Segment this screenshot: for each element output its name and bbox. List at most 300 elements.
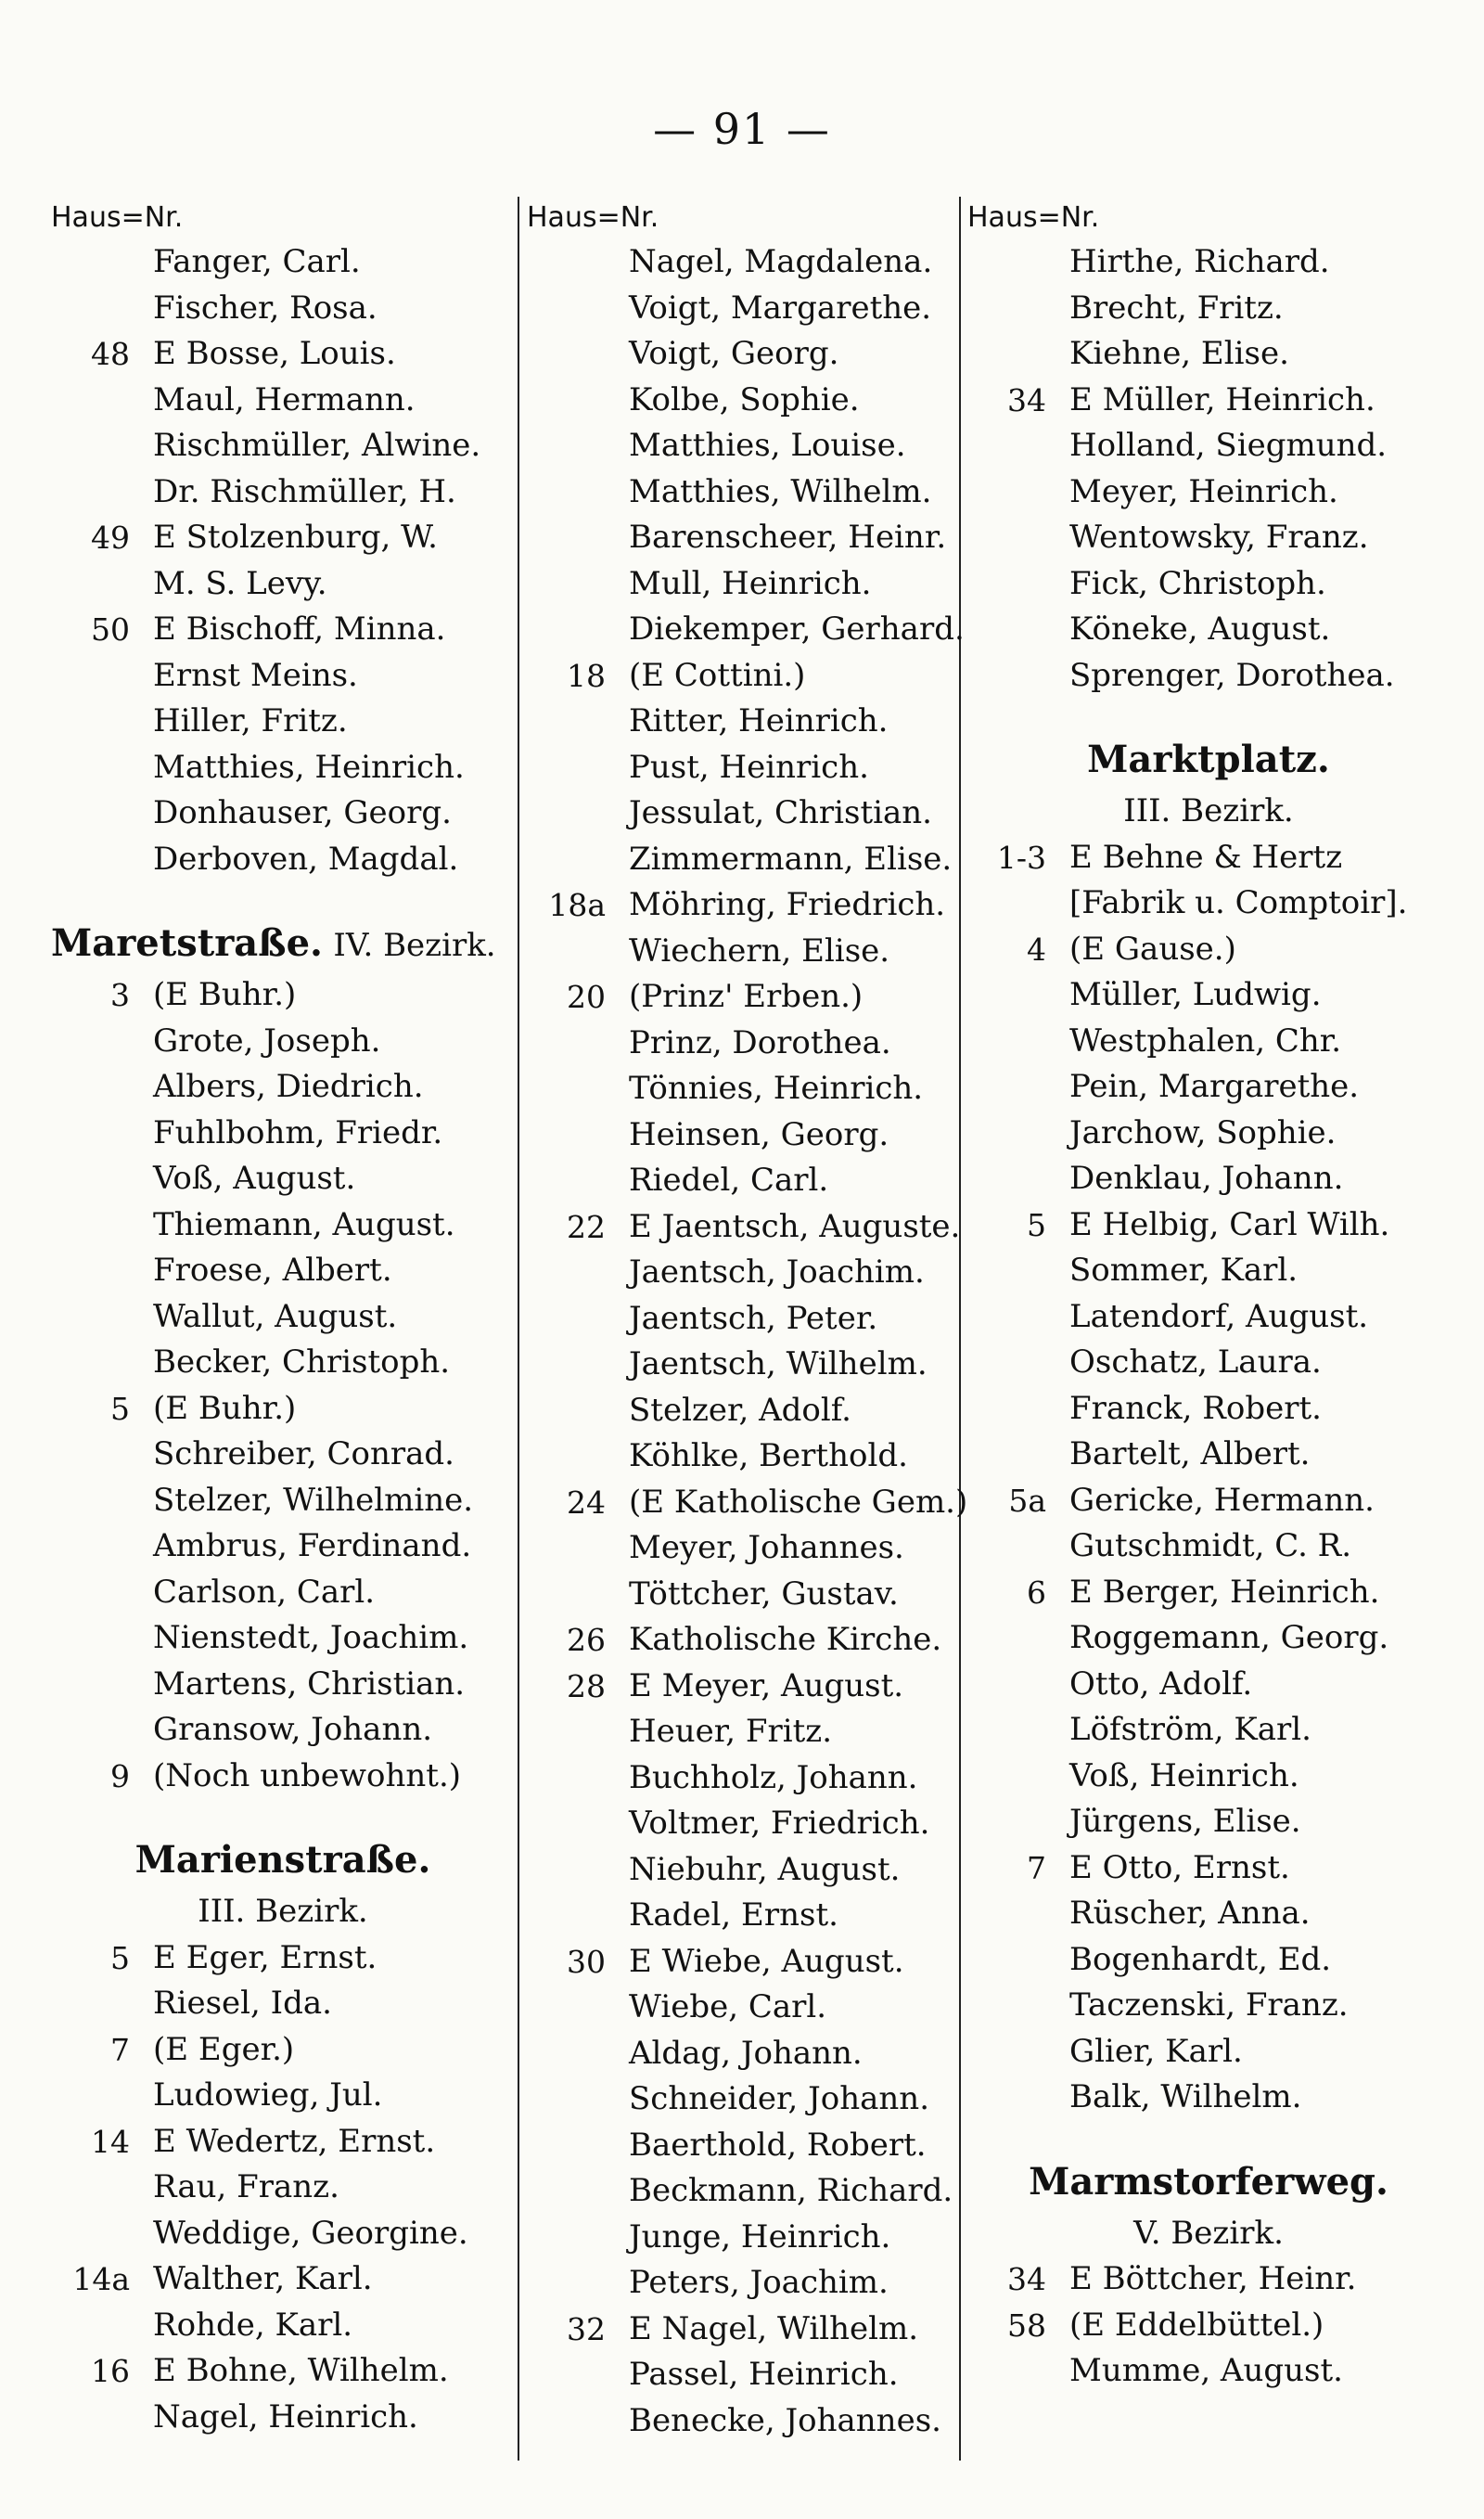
- resident-name: Walther, Karl.: [153, 2260, 373, 2297]
- resident-name: Jessulat, Christian.: [629, 794, 932, 831]
- section-gap: [51, 1799, 515, 1831]
- resident-entry: [527, 1572, 991, 1618]
- resident-name: Kolbe, Sophie.: [629, 380, 860, 418]
- resident-entry: [967, 2303, 1450, 2349]
- resident-entry: [527, 1296, 991, 1343]
- street-heading: [967, 730, 1450, 789]
- resident-entry: [527, 2076, 991, 2123]
- resident-name: Stelzer, Adolf.: [629, 1391, 851, 1429]
- resident-name: Aldag, Johann.: [629, 2034, 863, 2072]
- resident-name: (E Eddelbüttel.): [1069, 2306, 1324, 2344]
- resident-name: Gransow, Johann.: [153, 1711, 433, 1748]
- resident-name: E Bosse, Louis.: [153, 335, 396, 372]
- resident-name: Rau, Franz.: [153, 2168, 339, 2205]
- resident-name: Bartelt, Albert.: [1069, 1435, 1311, 1472]
- resident-name: Radel, Ernst.: [629, 1896, 838, 1934]
- resident-entry: [967, 331, 1450, 378]
- resident-entry: [527, 423, 991, 469]
- house-number-header: Haus=Nr.: [967, 201, 1100, 234]
- resident-name: E Berger, Heinrich.: [1069, 1573, 1380, 1611]
- resident-name: (Prinz' Erben.): [629, 978, 864, 1015]
- resident-entry: [967, 835, 1450, 881]
- house-number: 5a: [1008, 1482, 1046, 1519]
- resident-entry: [51, 423, 515, 469]
- resident-entry: [51, 1019, 515, 1065]
- house-number: 5: [1027, 1206, 1046, 1243]
- house-number: 5: [110, 1939, 130, 1976]
- resident-entry: [51, 745, 515, 791]
- resident-entry: [51, 1478, 515, 1524]
- house-number-header: Haus=Nr.: [51, 201, 184, 234]
- district-label: III. Bezirk.: [198, 1893, 368, 1930]
- resident-entry: [51, 607, 515, 653]
- resident-entry: [51, 286, 515, 332]
- resident-entry: [967, 972, 1450, 1019]
- resident-name: Ambrus, Ferdinand.: [153, 1527, 472, 1564]
- resident-entry: [51, 1248, 515, 1294]
- district-label: V. Bezirk.: [1133, 2214, 1284, 2252]
- street-name: Marienstraße.: [134, 1838, 431, 1882]
- resident-name: Köneke, August.: [1069, 610, 1331, 648]
- resident-name: Stelzer, Wilhelmine.: [153, 1481, 474, 1519]
- resident-entry: [527, 2031, 991, 2077]
- house-number: 30: [567, 1943, 606, 1980]
- resident-entry: [527, 1066, 991, 1112]
- resident-name: Nagel, Magdalena.: [629, 243, 933, 280]
- resident-name: Möhring, Friedrich.: [629, 886, 946, 923]
- house-number: 32: [567, 2310, 606, 2347]
- district-row: [51, 1889, 515, 1935]
- resident-entry: [527, 1939, 991, 1986]
- resident-entry: [51, 2211, 515, 2257]
- resident-entry: [51, 1202, 515, 1249]
- resident-entry: [51, 561, 515, 608]
- resident-name: Löfström, Karl.: [1069, 1711, 1311, 1748]
- resident-name: Passel, Heinrich.: [629, 2356, 899, 2393]
- resident-entry: [51, 2073, 515, 2119]
- resident-name: E Bischoff, Minna.: [153, 610, 446, 648]
- resident-name: E Nagel, Wilhelm.: [629, 2309, 919, 2347]
- resident-entry: [967, 927, 1450, 973]
- resident-name: Fischer, Rosa.: [153, 289, 377, 327]
- resident-name: Buchholz, Johann.: [629, 1758, 918, 1796]
- house-number: 7: [1027, 1849, 1046, 1886]
- resident-name: E Eger, Ernst.: [153, 1938, 377, 1976]
- resident-entry: [527, 1250, 991, 1296]
- resident-name: (E Buhr.): [153, 976, 297, 1013]
- resident-entry: [51, 1064, 515, 1111]
- resident-entry: [51, 2303, 515, 2349]
- resident-entry: [527, 974, 991, 1021]
- house-number: 16: [91, 2353, 130, 2389]
- district-row: [967, 2211, 1450, 2257]
- resident-entry: [527, 1021, 991, 1067]
- resident-name: Oschatz, Laura.: [1069, 1343, 1322, 1381]
- resident-name: Grote, Joseph.: [153, 1022, 381, 1060]
- resident-entry: [527, 1342, 991, 1388]
- resident-entry: [527, 2307, 991, 2353]
- resident-name: Voltmer, Friedrich.: [629, 1805, 930, 1842]
- street-heading: [967, 2153, 1450, 2211]
- resident-entry: [967, 607, 1450, 653]
- resident-name: Taczenski, Franz.: [1069, 1986, 1349, 2024]
- resident-entry: [967, 1707, 1450, 1754]
- resident-entry: [51, 1340, 515, 1386]
- resident-name: Pein, Margarethe.: [1069, 1068, 1360, 1105]
- resident-entry: [527, 378, 991, 424]
- resident-entry: [527, 699, 991, 745]
- resident-name: Balk, Wilhelm.: [1069, 2078, 1302, 2115]
- resident-entry: [527, 1480, 991, 1526]
- resident-name: E Behne & Hertz: [1069, 838, 1343, 876]
- resident-entry: [967, 1799, 1450, 1845]
- resident-entry: [527, 1388, 991, 1434]
- resident-name: Froese, Albert.: [153, 1252, 392, 1289]
- resident-name: Tönnies, Heinrich.: [629, 1070, 924, 1107]
- resident-name: Töttcher, Gustav.: [629, 1574, 899, 1613]
- resident-name: Müller, Ludwig.: [1069, 976, 1322, 1013]
- resident-entry: [51, 2119, 515, 2166]
- resident-name: Gericke, Hermann.: [1069, 1481, 1375, 1519]
- resident-name: Peters, Joachim.: [629, 2264, 889, 2301]
- resident-name: Wentowsky, Franz.: [1069, 519, 1369, 556]
- house-number: 14: [91, 2123, 130, 2160]
- resident-entry: [51, 1156, 515, 1202]
- house-number: 34: [1007, 381, 1046, 418]
- resident-entry: [527, 2260, 991, 2307]
- resident-entry: [51, 1662, 515, 1708]
- resident-name: Baerthold, Robert.: [629, 2126, 927, 2164]
- resident-entry: [527, 2123, 991, 2169]
- resident-entry: [527, 790, 991, 837]
- resident-entry: [51, 1432, 515, 1478]
- resident-name: E Otto, Ernst.: [1069, 1848, 1290, 1886]
- house-number: 48: [91, 336, 130, 372]
- house-number: 22: [567, 1208, 606, 1245]
- resident-name: Carlson, Carl.: [153, 1573, 376, 1611]
- resident-name: E Meyer, August.: [629, 1666, 904, 1704]
- resident-entry: [967, 378, 1450, 424]
- resident-name: Voigt, Georg.: [629, 335, 839, 372]
- resident-name: Westphalen, Chr.: [1069, 1022, 1342, 1060]
- resident-name: Rischmüller, Alwine.: [153, 427, 481, 464]
- street-name: Marktplatz.: [1087, 738, 1330, 781]
- resident-name: Diekemper, Gerhard.: [629, 610, 965, 648]
- resident-entry: [51, 790, 515, 837]
- resident-name: Latendorf, August.: [1069, 1297, 1369, 1335]
- resident-name: Jürgens, Elise.: [1069, 1803, 1301, 1840]
- house-number: 18a: [548, 887, 606, 923]
- resident-name: Hiller, Fritz.: [153, 702, 348, 739]
- resident-entry: [967, 1478, 1450, 1524]
- street-heading: [51, 1831, 515, 1889]
- resident-entry: [527, 239, 991, 286]
- resident-name: Rohde, Karl.: [153, 2306, 353, 2344]
- resident-entry: [527, 607, 991, 653]
- section-gap: [967, 2121, 1450, 2153]
- resident-entry: [51, 1935, 515, 1982]
- resident-entry: [967, 561, 1450, 608]
- resident-entry: [527, 745, 991, 791]
- resident-name: Gutschmidt, C. R.: [1069, 1527, 1352, 1564]
- resident-entry: [527, 1204, 991, 1251]
- resident-entry: [527, 1664, 991, 1710]
- resident-name: Matthies, Louise.: [629, 427, 906, 464]
- resident-entry: [51, 1386, 515, 1433]
- resident-entry: [967, 1570, 1450, 1616]
- resident-entry: [51, 2348, 515, 2395]
- resident-name: Barenscheer, Heinr.: [629, 519, 947, 556]
- house-number: 5: [110, 1390, 130, 1427]
- resident-name: Glier, Karl.: [1069, 2032, 1243, 2070]
- resident-entry: [51, 1523, 515, 1570]
- resident-entry: [51, 515, 515, 561]
- resident-name: Meyer, Heinrich.: [1069, 472, 1338, 510]
- resident-entry: [967, 1156, 1450, 1202]
- resident-name: Heinsen, Georg.: [629, 1115, 889, 1153]
- resident-entry: [51, 2395, 515, 2441]
- resident-name: Ritter, Heinrich.: [629, 702, 889, 739]
- resident-name: M. S. Levy.: [153, 564, 327, 602]
- resident-name: Rüscher, Anna.: [1069, 1895, 1311, 1932]
- resident-name: Wiechern, Elise.: [629, 932, 890, 970]
- resident-name: Jaentsch, Peter.: [629, 1299, 878, 1337]
- resident-name: E Jaentsch, Auguste.: [629, 1207, 961, 1245]
- resident-name: Martens, Christian.: [153, 1664, 466, 1703]
- resident-entry: [527, 1755, 991, 1802]
- resident-entry: [527, 561, 991, 608]
- resident-entry: [51, 699, 515, 745]
- resident-entry: [51, 1111, 515, 1157]
- resident-entry: [967, 1983, 1450, 2029]
- resident-name: Becker, Christoph.: [153, 1343, 451, 1381]
- resident-name: Hirthe, Richard.: [1069, 243, 1330, 280]
- resident-entry: [967, 2256, 1450, 2303]
- house-number: 58: [1007, 2307, 1046, 2344]
- resident-entry: [51, 1707, 515, 1754]
- resident-entry: [527, 882, 991, 929]
- house-number: 6: [1027, 1574, 1046, 1611]
- resident-entry: [527, 2215, 991, 2261]
- resident-name: Heuer, Fritz.: [629, 1713, 833, 1750]
- resident-entry: [51, 1294, 515, 1341]
- section-gap: [967, 699, 1450, 730]
- resident-name: Denklau, Johann.: [1069, 1160, 1344, 1197]
- resident-entry: [527, 837, 991, 883]
- resident-entry: [967, 2348, 1450, 2395]
- resident-entry: [527, 1709, 991, 1755]
- resident-name: Mumme, August.: [1069, 2352, 1343, 2389]
- resident-name: Franck, Robert.: [1069, 1389, 1322, 1427]
- resident-name: Dr. Rischmüller, H.: [153, 472, 456, 510]
- resident-entry: [51, 239, 515, 286]
- resident-entry: [527, 1617, 991, 1664]
- resident-entry: [967, 1064, 1450, 1111]
- resident-name: Riedel, Carl.: [629, 1162, 829, 1199]
- house-number: 14a: [72, 2261, 130, 2297]
- resident-entry: [51, 1570, 515, 1616]
- resident-entry: [527, 653, 991, 700]
- resident-entry: [967, 1615, 1450, 1662]
- resident-entry: [527, 1112, 991, 1159]
- resident-entry: [527, 1847, 991, 1894]
- resident-name: Bogenhardt, Ed.: [1069, 1940, 1332, 1978]
- resident-name: Mull, Heinrich.: [629, 564, 872, 602]
- directory-column-1: [51, 197, 515, 2461]
- house-number: 1-3: [996, 839, 1046, 876]
- resident-entry: [967, 880, 1450, 927]
- resident-name: Pust, Heinrich.: [629, 748, 869, 786]
- resident-entry: [527, 929, 991, 975]
- resident-entry: [967, 1202, 1450, 1249]
- resident-entry: [967, 1019, 1450, 1065]
- resident-entry: [51, 1981, 515, 2027]
- resident-entry: [51, 653, 515, 700]
- resident-name: Voigt, Margarethe.: [629, 289, 932, 327]
- resident-name: Otto, Adolf.: [1069, 1664, 1253, 1703]
- house-number: 50: [91, 611, 130, 648]
- resident-entry: [967, 1340, 1450, 1386]
- resident-entry: [527, 1985, 991, 2031]
- resident-entry: [527, 1158, 991, 1204]
- house-number: 24: [567, 1484, 606, 1521]
- resident-entry: [967, 1523, 1450, 1570]
- page-number: — 91 —: [653, 104, 831, 154]
- resident-name: Nagel, Heinrich.: [153, 2397, 418, 2435]
- resident-name: Donhauser, Georg.: [153, 794, 452, 831]
- resident-name: (Noch unbewohnt.): [153, 1756, 462, 1794]
- resident-name: Beckmann, Richard.: [629, 2172, 953, 2209]
- resident-entry: [527, 331, 991, 378]
- resident-name: Sprenger, Dorothea.: [1069, 656, 1395, 694]
- resident-name: Matthies, Heinrich.: [153, 748, 465, 786]
- resident-entry: [967, 1386, 1450, 1433]
- resident-name: Nienstedt, Joachim.: [153, 1619, 469, 1656]
- resident-entry: [967, 1294, 1450, 1341]
- resident-name: Albers, Diedrich.: [153, 1068, 424, 1105]
- resident-name: Wallut, August.: [153, 1297, 398, 1335]
- resident-entry: [51, 469, 515, 516]
- resident-name: Brecht, Fritz.: [1069, 289, 1284, 327]
- resident-name: E Wiebe, August.: [629, 1942, 904, 1980]
- resident-name: Roggemann, Georg.: [1069, 1619, 1389, 1656]
- house-number: 9: [110, 1757, 130, 1794]
- resident-name: E Helbig, Carl Wilh.: [1069, 1205, 1390, 1243]
- resident-entry: [967, 239, 1450, 286]
- resident-entry: [51, 837, 515, 883]
- resident-entry: [967, 423, 1450, 469]
- house-number: 4: [1027, 931, 1046, 968]
- house-number: 28: [567, 1667, 606, 1704]
- resident-name: Katholische Kirche.: [629, 1621, 942, 1658]
- resident-entry: [967, 286, 1450, 332]
- resident-entry: [51, 2027, 515, 2074]
- resident-name: (E Eger.): [153, 2030, 295, 2068]
- resident-entry: [51, 1754, 515, 1800]
- resident-entry: [527, 1801, 991, 1847]
- resident-name: E Bohne, Wilhelm.: [153, 2352, 449, 2389]
- resident-entry: [967, 1248, 1450, 1294]
- resident-entry: [527, 2168, 991, 2215]
- resident-name: Fuhlbohm, Friedr.: [153, 1113, 443, 1151]
- resident-name: Prinz, Dorothea.: [629, 1023, 891, 1061]
- resident-name: Köhlke, Berthold.: [629, 1437, 908, 1474]
- resident-name: (E Buhr.): [153, 1389, 297, 1427]
- resident-name: (E Cottini.): [629, 656, 806, 694]
- resident-entry: [51, 1615, 515, 1662]
- directory-column-2: [527, 197, 991, 2461]
- resident-name: Schreiber, Conrad.: [153, 1435, 454, 1472]
- district-label: IV. Bezirk.: [333, 927, 496, 964]
- resident-name: E Böttcher, Heinr.: [1069, 2260, 1357, 2297]
- resident-name: Junge, Heinrich.: [629, 2217, 891, 2256]
- house-number: 49: [91, 520, 130, 556]
- resident-name: Maul, Hermann.: [153, 380, 416, 418]
- resident-entry: [967, 1432, 1450, 1478]
- resident-entry: [967, 1891, 1450, 1937]
- house-number: 18: [567, 657, 606, 694]
- resident-name: [Fabrik u. Comptoir].: [1069, 884, 1408, 921]
- district-label: III. Bezirk.: [1123, 792, 1294, 829]
- resident-entry: [527, 1433, 991, 1480]
- resident-name: E Stolzenburg, W.: [153, 519, 438, 556]
- resident-entry: [51, 2165, 515, 2211]
- resident-entry: [967, 1111, 1450, 1157]
- resident-name: Meyer, Johannes.: [629, 1529, 904, 1566]
- resident-name: Jaentsch, Joachim.: [629, 1253, 925, 1291]
- resident-name: E Wedertz, Ernst.: [153, 2122, 436, 2160]
- resident-name: Voß, Heinrich.: [1069, 1756, 1299, 1794]
- resident-name: E Müller, Heinrich.: [1069, 380, 1375, 418]
- resident-entry: [527, 469, 991, 516]
- resident-name: Riesel, Ida.: [153, 1985, 332, 2022]
- resident-entry: [967, 1754, 1450, 1800]
- resident-entry: [527, 286, 991, 332]
- resident-name: Holland, Siegmund.: [1069, 427, 1388, 464]
- house-number: 3: [110, 977, 130, 1013]
- street-heading: [51, 914, 515, 972]
- column-divider: [518, 197, 519, 2461]
- resident-name: Weddige, Georgine.: [153, 2214, 468, 2252]
- resident-name: Jarchow, Sophie.: [1069, 1113, 1337, 1151]
- resident-entry: [527, 2398, 991, 2445]
- resident-entry: [967, 515, 1450, 561]
- resident-entry: [527, 2352, 991, 2398]
- resident-entry: [967, 1937, 1450, 1984]
- resident-entry: [967, 1662, 1450, 1708]
- resident-name: Matthies, Wilhelm.: [629, 472, 932, 510]
- resident-name: Wiebe, Carl.: [629, 1988, 827, 2025]
- resident-entry: [967, 2029, 1450, 2076]
- resident-name: Ernst Meins.: [153, 656, 358, 694]
- resident-entry: [51, 378, 515, 424]
- house-number: 7: [110, 2031, 130, 2068]
- resident-name: Benecke, Johannes.: [629, 2401, 941, 2439]
- resident-name: Ludowieg, Jul.: [153, 2076, 383, 2114]
- district-row: [967, 789, 1450, 835]
- resident-name: (E Gause.): [1069, 930, 1236, 968]
- resident-entry: [967, 469, 1450, 516]
- resident-entry: [51, 972, 515, 1019]
- resident-name: Sommer, Karl.: [1069, 1252, 1298, 1289]
- resident-name: Derboven, Magdal.: [153, 840, 459, 878]
- resident-name: Fick, Christoph.: [1069, 564, 1326, 602]
- resident-entry: [51, 331, 515, 378]
- section-gap: [51, 882, 515, 914]
- house-number: 34: [1007, 2261, 1046, 2297]
- resident-name: Kiehne, Elise.: [1069, 335, 1289, 372]
- house-number: 20: [567, 979, 606, 1015]
